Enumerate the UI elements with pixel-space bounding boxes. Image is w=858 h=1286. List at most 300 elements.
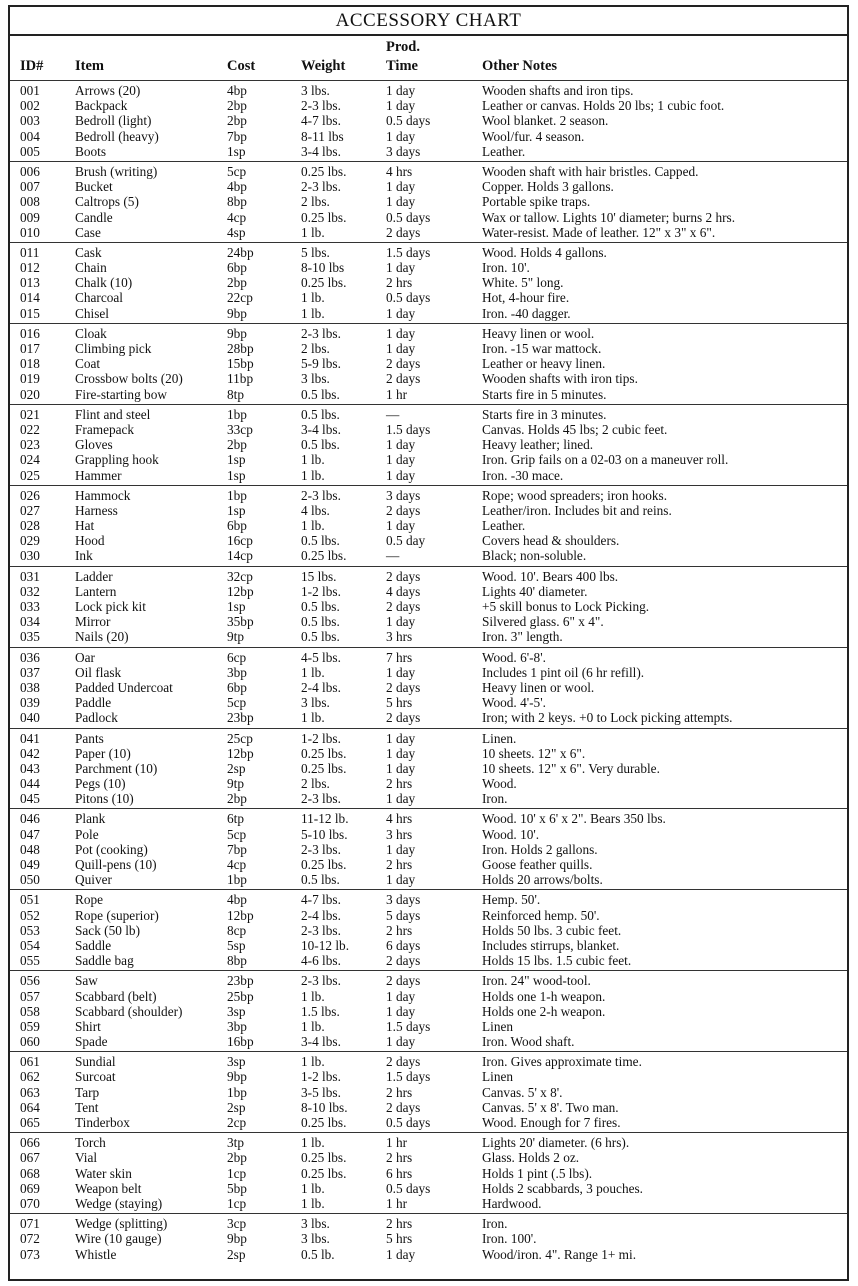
cell-notes: Holds one 2-h weapon. xyxy=(482,1003,606,1019)
cell-cost: 9tp xyxy=(227,629,244,645)
cell-weight: 1 lb. xyxy=(301,664,325,680)
row-group xyxy=(10,728,847,809)
cell-weight: 1 lb. xyxy=(301,452,325,468)
cell-time: 1.5 days xyxy=(386,1069,431,1085)
cell-id: 068 xyxy=(20,1165,40,1181)
cell-id: 052 xyxy=(20,907,40,923)
row-group xyxy=(10,889,847,970)
cell-weight: 2-3 lbs. xyxy=(301,98,341,114)
cell-weight: 0.25 lbs. xyxy=(301,1165,347,1181)
cell-cost: 12bp xyxy=(227,907,254,923)
cell-item: Bedroll (light) xyxy=(75,113,152,129)
row-group xyxy=(10,404,847,485)
cell-notes: Iron. -40 dagger. xyxy=(482,305,571,321)
cell-id: 065 xyxy=(20,1115,40,1130)
table-row xyxy=(10,548,847,563)
cell-item: Wedge (splitting) xyxy=(75,1216,168,1232)
cell-notes: Leather/iron. Includes bit and reins. xyxy=(482,502,672,518)
cell-cost: 3sp xyxy=(227,1003,246,1019)
cell-weight: 10-12 lb. xyxy=(301,937,350,953)
cell-weight: 2-4 lbs. xyxy=(301,679,341,695)
cell-id: 039 xyxy=(20,695,40,711)
cell-time: 3 days xyxy=(386,487,421,503)
cell-item: Chain xyxy=(75,260,107,276)
cell-weight: 0.5 lbs. xyxy=(301,437,340,453)
table-row xyxy=(10,892,847,907)
cell-item: Padlock xyxy=(75,710,118,726)
cell-notes: Wooden shaft with hair bristles. Capped. xyxy=(482,163,699,179)
cell-cost: 9bp xyxy=(227,1231,247,1247)
cell-notes: Heavy leather; lined. xyxy=(482,437,594,453)
cell-time: 3 days xyxy=(386,143,421,159)
cell-cost: 2sp xyxy=(227,1246,246,1262)
cell-cost: 1sp xyxy=(227,502,246,518)
cell-time: 2 hrs xyxy=(386,275,413,291)
cell-notes: Heavy linen or wool. xyxy=(482,679,595,695)
cell-time: 2 days xyxy=(386,953,421,969)
cell-time: 1 day xyxy=(386,791,416,807)
cell-cost: 4sp xyxy=(227,224,246,240)
row-group xyxy=(10,1213,847,1264)
cell-weight: 4-6 lbs. xyxy=(301,953,341,969)
cell-weight: 0.5 lbs. xyxy=(301,406,340,422)
cell-notes: Wood. 10'. xyxy=(482,826,540,842)
cell-id: 060 xyxy=(20,1034,40,1050)
cell-cost: 23bp xyxy=(227,973,254,989)
cell-id: 036 xyxy=(20,649,40,665)
cell-weight: 1 lb. xyxy=(301,710,325,726)
cell-time: 2 days xyxy=(386,1099,421,1115)
table-row xyxy=(10,872,847,887)
column-header-row xyxy=(10,36,847,80)
cell-id: 059 xyxy=(20,1018,40,1034)
cell-item: Tent xyxy=(75,1099,99,1115)
table-row xyxy=(10,680,847,695)
cell-cost: 3tp xyxy=(227,1135,244,1151)
cell-item: Crossbow bolts (20) xyxy=(75,371,183,387)
cell-weight: 3 lbs. xyxy=(301,371,330,387)
table-row xyxy=(10,452,847,467)
row-group xyxy=(10,970,847,1051)
cell-weight: 2-3 lbs. xyxy=(301,973,341,989)
cell-cost: 7bp xyxy=(227,841,247,857)
cell-notes: Portable spike traps. xyxy=(482,194,591,210)
cell-item: Ink xyxy=(75,548,93,564)
chart-body xyxy=(10,80,847,1264)
table-row xyxy=(10,1135,847,1150)
cell-cost: 6cp xyxy=(227,649,247,665)
cell-notes: Iron. Holds 2 gallons. xyxy=(482,841,598,857)
cell-notes: Iron; with 2 keys. +0 to Lock picking attempts. xyxy=(482,710,733,726)
table-row xyxy=(10,518,847,533)
cell-time: 1 hr xyxy=(386,1195,408,1211)
cell-notes: Iron. 3" length. xyxy=(482,629,563,645)
cell-id: 018 xyxy=(20,356,40,372)
cell-id: 049 xyxy=(20,857,40,872)
cell-id: 041 xyxy=(20,730,40,746)
cell-item: Quiver xyxy=(75,872,112,888)
cell-weight: 1 lb. xyxy=(301,305,325,321)
cell-item: Boots xyxy=(75,143,107,159)
table-row xyxy=(10,356,847,371)
cell-item: Candle xyxy=(75,209,113,225)
cell-time: 1 day xyxy=(386,1034,416,1050)
table-row xyxy=(10,468,847,483)
header-cost: Cost xyxy=(227,58,256,74)
cell-weight: 0.5 lb. xyxy=(301,1246,335,1262)
cell-weight: 0.25 lbs. xyxy=(301,275,347,291)
cell-notes: Wooden shafts and iron tips. xyxy=(482,83,634,98)
cell-item: Hammock xyxy=(75,487,131,503)
cell-notes: +5 skill bonus to Lock Picking. xyxy=(482,599,650,614)
cell-weight: 4-7 lbs. xyxy=(301,892,341,908)
cell-time: 3 hrs xyxy=(386,826,413,842)
cell-weight: 1 lb. xyxy=(301,1180,325,1196)
row-group xyxy=(10,161,847,242)
cell-cost: 5cp xyxy=(227,826,247,842)
cell-cost: 9bp xyxy=(227,1069,247,1085)
cell-weight: 5 lbs. xyxy=(301,244,330,260)
cell-cost: 23bp xyxy=(227,710,254,726)
cell-item: Lock pick kit xyxy=(75,599,146,614)
cell-weight: 0.25 lbs. xyxy=(301,209,347,225)
cell-notes: Reinforced hemp. 50'. xyxy=(482,907,600,923)
table-row xyxy=(10,629,847,644)
cell-weight: 1 lb. xyxy=(301,467,325,483)
cell-notes: Hemp. 50'. xyxy=(482,892,541,908)
table-row xyxy=(10,1054,847,1069)
cell-id: 046 xyxy=(20,811,40,827)
cell-id: 008 xyxy=(20,194,40,210)
cell-id: 003 xyxy=(20,113,40,129)
cell-weight: 8-10 lbs. xyxy=(301,1099,348,1115)
cell-item: Bedroll (heavy) xyxy=(75,128,159,144)
row-group xyxy=(10,80,847,161)
table-row xyxy=(10,129,847,144)
cell-item: Surcoat xyxy=(75,1069,116,1085)
cell-time: 1 day xyxy=(386,83,416,98)
table-row xyxy=(10,842,847,857)
cell-id: 011 xyxy=(20,244,40,260)
cell-id: 014 xyxy=(20,290,40,306)
cell-notes: Iron. Gives approximate time. xyxy=(482,1054,642,1070)
cell-cost: 35bp xyxy=(227,614,254,630)
cell-item: Gloves xyxy=(75,437,113,453)
cell-cost: 6bp xyxy=(227,679,247,695)
cell-cost: 22cp xyxy=(227,290,253,306)
cell-id: 022 xyxy=(20,421,40,437)
table-row xyxy=(10,533,847,548)
cell-notes: Iron. 10'. xyxy=(482,260,530,276)
cell-weight: 2 lbs. xyxy=(301,194,330,210)
cell-id: 012 xyxy=(20,260,40,276)
cell-id: 023 xyxy=(20,437,40,453)
cell-cost: 2bp xyxy=(227,791,247,807)
cell-time: 0.5 days xyxy=(386,290,431,306)
cell-cost: 3bp xyxy=(227,1018,247,1034)
cell-cost: 1sp xyxy=(227,599,246,614)
cell-cost: 6bp xyxy=(227,260,247,276)
cell-time: 4 hrs xyxy=(386,163,413,179)
cell-notes: Holds 50 lbs. 3 cubic feet. xyxy=(482,922,622,938)
cell-time: 6 hrs xyxy=(386,1165,413,1181)
cell-id: 007 xyxy=(20,179,40,195)
table-row xyxy=(10,1247,847,1262)
cell-item: Shirt xyxy=(75,1018,101,1034)
cell-weight: 2-4 lbs. xyxy=(301,907,341,923)
cell-cost: 8cp xyxy=(227,922,247,938)
cell-time: 2 hrs xyxy=(386,922,413,938)
row-group xyxy=(10,323,847,404)
cell-item: Oil flask xyxy=(75,664,122,680)
cell-time: 0.5 days xyxy=(386,113,431,129)
cell-cost: 5sp xyxy=(227,937,246,953)
table-row xyxy=(10,1166,847,1181)
cell-notes: Wood. Enough for 7 fires. xyxy=(482,1115,621,1130)
cell-time: 2 days xyxy=(386,356,421,372)
cell-time: 1 day xyxy=(386,1003,416,1019)
cell-time: 1 day xyxy=(386,305,416,321)
cell-weight: 5-10 lbs. xyxy=(301,826,348,842)
cell-item: Coat xyxy=(75,356,101,372)
cell-weight: 0.25 lbs. xyxy=(301,1150,347,1166)
cell-item: Cloak xyxy=(75,325,107,341)
cell-notes: Wool blanket. 2 season. xyxy=(482,113,609,129)
cell-notes: Wood/iron. 4". Range 1+ mi. xyxy=(482,1246,637,1262)
cell-id: 021 xyxy=(20,406,40,422)
table-row xyxy=(10,245,847,260)
table-row xyxy=(10,1085,847,1100)
cell-notes: Wood. 10' x 6' x 2". Bears 350 lbs. xyxy=(482,811,666,827)
table-row xyxy=(10,973,847,988)
cell-notes: Starts fire in 3 minutes. xyxy=(482,406,607,422)
cell-cost: 1cp xyxy=(227,1165,247,1181)
table-row xyxy=(10,1034,847,1049)
cell-time: 2 days xyxy=(386,224,421,240)
table-row xyxy=(10,144,847,159)
cell-cost: 16cp xyxy=(227,533,253,549)
cell-id: 057 xyxy=(20,988,40,1004)
cell-weight: 15 lbs. xyxy=(301,568,337,584)
cell-item: Pole xyxy=(75,826,99,842)
cell-item: Harness xyxy=(75,502,118,518)
cell-time: 1.5 days xyxy=(386,421,431,437)
table-row xyxy=(10,387,847,402)
cell-id: 056 xyxy=(20,973,40,989)
cell-time: 5 hrs xyxy=(386,1231,413,1247)
cell-time: 0.5 days xyxy=(386,1180,431,1196)
cell-weight: 0.5 lbs. xyxy=(301,533,340,549)
cell-weight: 2-3 lbs. xyxy=(301,791,341,807)
cell-notes: White. 5" long. xyxy=(482,275,564,291)
cell-item: Saw xyxy=(75,973,98,989)
cell-item: Chalk (10) xyxy=(75,275,133,291)
cell-id: 002 xyxy=(20,98,40,114)
row-group xyxy=(10,1132,847,1213)
cell-item: Brush (writing) xyxy=(75,163,158,179)
cell-id: 026 xyxy=(20,487,40,503)
cell-item: Wedge (staying) xyxy=(75,1195,163,1211)
cell-time: 1 day xyxy=(386,745,416,761)
cell-time: 2 days xyxy=(386,973,421,989)
cell-id: 005 xyxy=(20,143,40,159)
cell-weight: 8-10 lbs xyxy=(301,260,345,276)
cell-time: 1 day xyxy=(386,194,416,210)
cell-id: 045 xyxy=(20,791,40,807)
cell-cost: 24bp xyxy=(227,244,254,260)
cell-item: Rope xyxy=(75,892,104,908)
cell-notes: 10 sheets. 12" x 6". Very durable. xyxy=(482,760,660,776)
cell-item: Flint and steel xyxy=(75,406,151,422)
table-row xyxy=(10,113,847,128)
cell-weight: 1-2 lbs. xyxy=(301,583,341,599)
cell-time: 1 day xyxy=(386,518,416,534)
cell-weight: 2-3 lbs. xyxy=(301,325,341,341)
table-row xyxy=(10,422,847,437)
table-row xyxy=(10,953,847,968)
cell-item: Wire (10 gauge) xyxy=(75,1231,162,1247)
cell-weight: 3 lbs. xyxy=(301,1231,330,1247)
cell-cost: 7bp xyxy=(227,128,247,144)
cell-item: Sack (50 lb) xyxy=(75,922,140,938)
cell-time: 4 hrs xyxy=(386,811,413,827)
cell-time: 2 days xyxy=(386,568,421,584)
cell-item: Spade xyxy=(75,1034,108,1050)
cell-cost: 12bp xyxy=(227,583,254,599)
row-group xyxy=(10,1051,847,1132)
cell-id: 035 xyxy=(20,629,40,645)
cell-cost: 1sp xyxy=(227,467,246,483)
cell-notes: Iron. xyxy=(482,1216,508,1232)
cell-id: 050 xyxy=(20,872,40,888)
cell-notes: Wax or tallow. Lights 10' diameter; burns 2 hrs. xyxy=(482,209,736,225)
table-row xyxy=(10,908,847,923)
table-row xyxy=(10,1100,847,1115)
cell-id: 013 xyxy=(20,275,40,291)
cell-weight: 0.5 lbs. xyxy=(301,629,340,645)
cell-cost: 2bp xyxy=(227,275,247,291)
cell-cost: 6bp xyxy=(227,518,247,534)
cell-item: Weapon belt xyxy=(75,1180,142,1196)
cell-weight: 2-3 lbs. xyxy=(301,179,341,195)
cell-item: Padded Undercoat xyxy=(75,679,173,695)
cell-item: Nails (20) xyxy=(75,629,129,645)
table-row xyxy=(10,1181,847,1196)
table-row xyxy=(10,371,847,386)
header-id: ID# xyxy=(20,58,44,74)
cell-cost: 2bp xyxy=(227,113,247,129)
table-row xyxy=(10,761,847,776)
table-row xyxy=(10,923,847,938)
cell-id: 034 xyxy=(20,614,40,630)
table-row xyxy=(10,260,847,275)
cell-cost: 1sp xyxy=(227,452,246,468)
cell-notes: Heavy linen or wool. xyxy=(482,325,595,341)
table-row xyxy=(10,1115,847,1130)
cell-id: 033 xyxy=(20,599,40,614)
cell-id: 070 xyxy=(20,1195,40,1211)
cell-item: Chisel xyxy=(75,305,109,321)
cell-notes: Glass. Holds 2 oz. xyxy=(482,1150,580,1166)
cell-notes: Holds 1 pint (.5 lbs). xyxy=(482,1165,593,1181)
table-row xyxy=(10,1216,847,1231)
cell-notes: Goose feather quills. xyxy=(482,857,593,872)
cell-time: 1 day xyxy=(386,437,416,453)
cell-cost: 8bp xyxy=(227,194,247,210)
cell-time: 1 day xyxy=(386,988,416,1004)
cell-weight: 11-12 lb. xyxy=(301,811,349,827)
cell-item: Paper (10) xyxy=(75,745,131,761)
cell-item: Grappling hook xyxy=(75,452,159,468)
cell-notes: Leather. xyxy=(482,518,526,534)
cell-cost: 1sp xyxy=(227,143,246,159)
cell-cost: 2bp xyxy=(227,1150,247,1166)
cell-item: Saddle xyxy=(75,937,112,953)
cell-notes: Iron. 100'. xyxy=(482,1231,537,1247)
cell-weight: 1-2 lbs. xyxy=(301,730,341,746)
cell-id: 069 xyxy=(20,1180,40,1196)
cell-time: 1 day xyxy=(386,467,416,483)
cell-time: 2 days xyxy=(386,371,421,387)
row-group xyxy=(10,242,847,323)
cell-item: Scabbard (belt) xyxy=(75,988,157,1004)
table-row xyxy=(10,1150,847,1165)
table-row xyxy=(10,776,847,791)
cell-item: Hammer xyxy=(75,467,122,483)
cell-time: 0.5 day xyxy=(386,533,426,549)
cell-cost: 25bp xyxy=(227,988,254,1004)
cell-id: 058 xyxy=(20,1003,40,1019)
table-row xyxy=(10,746,847,761)
cell-notes: Leather. xyxy=(482,143,526,159)
table-row xyxy=(10,791,847,806)
cell-time: 1 day xyxy=(386,341,416,356)
cell-weight: 3-5 lbs. xyxy=(301,1084,341,1100)
cell-id: 044 xyxy=(20,776,40,792)
cell-time: 2 days xyxy=(386,710,421,726)
cell-item: Torch xyxy=(75,1135,106,1151)
table-row xyxy=(10,326,847,341)
cell-item: Vial xyxy=(75,1150,98,1166)
cell-weight: 1 lb. xyxy=(301,1054,325,1070)
table-row xyxy=(10,614,847,629)
table-row xyxy=(10,341,847,356)
row-group xyxy=(10,808,847,889)
cell-cost: 6tp xyxy=(227,811,244,827)
cell-id: 055 xyxy=(20,953,40,969)
cell-id: 061 xyxy=(20,1054,40,1070)
cell-time: 7 hrs xyxy=(386,649,413,665)
cell-notes: Wood. 10'. Bears 400 lbs. xyxy=(482,568,619,584)
cell-item: Hat xyxy=(75,518,95,534)
cell-id: 067 xyxy=(20,1150,40,1166)
cell-weight: 0.25 lbs. xyxy=(301,1115,347,1130)
cell-notes: Iron. -30 mace. xyxy=(482,467,564,483)
cell-id: 015 xyxy=(20,305,40,321)
cell-cost: 2cp xyxy=(227,1115,247,1130)
cell-item: Lantern xyxy=(75,583,117,599)
cell-time: 1 day xyxy=(386,179,416,195)
cell-id: 048 xyxy=(20,841,40,857)
table-row xyxy=(10,179,847,194)
cell-cost: 9bp xyxy=(227,305,247,321)
cell-weight: 2 lbs. xyxy=(301,776,330,792)
cell-item: Tarp xyxy=(75,1084,100,1100)
table-row xyxy=(10,1019,847,1034)
cell-id: 010 xyxy=(20,224,40,240)
cell-notes: Holds 20 arrows/bolts. xyxy=(482,872,603,888)
cell-id: 071 xyxy=(20,1216,40,1232)
